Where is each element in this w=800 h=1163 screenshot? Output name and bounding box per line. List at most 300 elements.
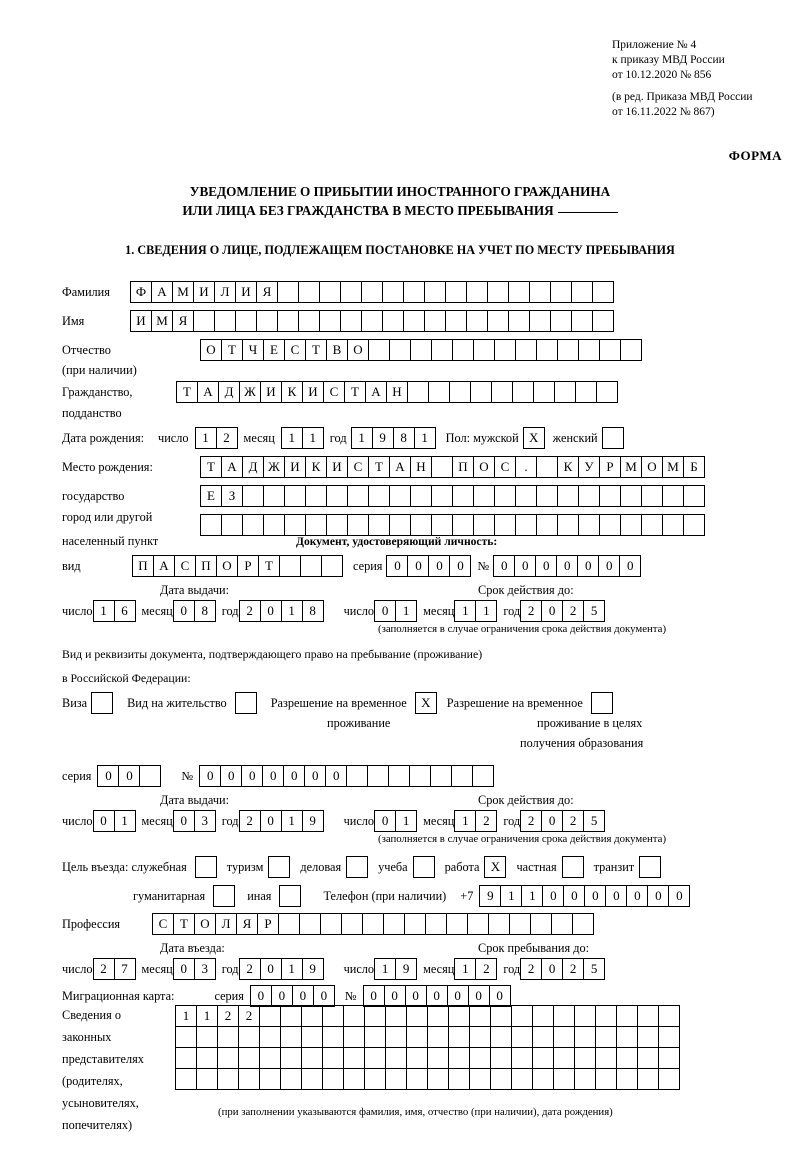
cell[interactable]: И (193, 281, 215, 303)
cell[interactable] (382, 281, 404, 303)
cell[interactable] (616, 1005, 638, 1027)
identity-series-input[interactable] (386, 555, 471, 577)
cell[interactable] (242, 514, 264, 536)
permit-number-input[interactable] (199, 765, 494, 787)
cell[interactable] (578, 339, 600, 361)
cell[interactable]: 9 (395, 958, 417, 980)
purpose-checkbox-7[interactable] (213, 885, 235, 907)
cell[interactable] (256, 310, 278, 332)
cell[interactable]: Ж (263, 456, 285, 478)
cell[interactable]: Т (176, 381, 198, 403)
reps-input-row-1[interactable] (175, 1005, 680, 1027)
cell[interactable] (428, 381, 450, 403)
cell[interactable] (553, 1068, 575, 1090)
cell[interactable]: 2 (238, 1005, 260, 1027)
cell[interactable]: Д (242, 456, 264, 478)
cell[interactable] (322, 1026, 344, 1048)
cell[interactable] (217, 1026, 239, 1048)
cell[interactable]: Т (368, 456, 390, 478)
cell[interactable] (511, 1047, 533, 1069)
cell[interactable] (452, 514, 474, 536)
purpose-checkbox-1[interactable] (268, 856, 290, 878)
cell[interactable] (595, 1047, 617, 1069)
cell[interactable] (529, 310, 551, 332)
cell[interactable] (637, 1047, 659, 1069)
cell[interactable]: 5 (583, 810, 605, 832)
cell[interactable] (305, 514, 327, 536)
purpose-checkbox-sluzhebnaya[interactable] (195, 856, 217, 878)
cell[interactable]: Е (200, 485, 222, 507)
cell[interactable]: О (216, 555, 238, 577)
cell[interactable] (508, 281, 530, 303)
cell[interactable] (389, 339, 411, 361)
cell[interactable]: 0 (374, 810, 396, 832)
cell[interactable] (550, 310, 572, 332)
cell[interactable] (595, 1005, 617, 1027)
cell[interactable]: И (235, 281, 257, 303)
cell[interactable] (139, 765, 161, 787)
cell[interactable] (364, 1068, 386, 1090)
cell[interactable] (494, 514, 516, 536)
cell[interactable] (662, 485, 684, 507)
cell[interactable]: С (494, 456, 516, 478)
cell[interactable] (473, 339, 495, 361)
cell[interactable]: Р (599, 456, 621, 478)
cell[interactable] (445, 281, 467, 303)
cell[interactable]: 0 (220, 765, 242, 787)
permit-series-input[interactable] (97, 765, 161, 787)
purpose-checkbox-3[interactable] (413, 856, 435, 878)
cell[interactable]: 1 (454, 810, 476, 832)
cell[interactable]: Л (214, 281, 236, 303)
cell[interactable] (410, 485, 432, 507)
cell[interactable] (592, 281, 614, 303)
cell[interactable]: 2 (217, 1005, 239, 1027)
cell[interactable]: 0 (577, 555, 599, 577)
cell[interactable]: 1 (175, 1005, 197, 1027)
cell[interactable] (280, 1026, 302, 1048)
cell[interactable] (451, 765, 473, 787)
cell[interactable] (343, 1047, 365, 1069)
cell[interactable] (641, 485, 663, 507)
cell[interactable]: 1 (414, 427, 436, 449)
cell[interactable]: 0 (563, 885, 585, 907)
cell[interactable] (326, 514, 348, 536)
cell[interactable] (616, 1068, 638, 1090)
cell[interactable]: 1 (395, 600, 417, 622)
cell[interactable] (409, 765, 431, 787)
cell[interactable] (473, 485, 495, 507)
cell[interactable] (382, 310, 404, 332)
birthplace-input-row-2[interactable] (200, 485, 705, 507)
cell[interactable]: С (284, 339, 306, 361)
cell[interactable]: 1 (521, 885, 543, 907)
cell[interactable] (385, 1005, 407, 1027)
cell[interactable]: . (515, 456, 537, 478)
cell[interactable]: Я (236, 913, 258, 935)
cell[interactable] (200, 514, 222, 536)
cell[interactable]: 1 (351, 427, 373, 449)
cell[interactable] (554, 381, 576, 403)
cell[interactable] (536, 514, 558, 536)
cell[interactable]: 0 (292, 985, 314, 1007)
cell[interactable]: 0 (407, 555, 429, 577)
cell[interactable] (196, 1047, 218, 1069)
cell[interactable] (389, 485, 411, 507)
cell[interactable]: 0 (405, 985, 427, 1007)
cell[interactable]: 1 (93, 600, 115, 622)
cell[interactable] (406, 1047, 428, 1069)
cell[interactable]: Т (173, 913, 195, 935)
cell[interactable]: С (347, 456, 369, 478)
cell[interactable]: 0 (449, 555, 471, 577)
cell[interactable]: П (132, 555, 154, 577)
cell[interactable]: К (305, 456, 327, 478)
cell[interactable]: 0 (260, 958, 282, 980)
cell[interactable] (551, 913, 573, 935)
cell[interactable] (175, 1068, 197, 1090)
cell[interactable]: 1 (281, 958, 303, 980)
cell[interactable]: 1 (500, 885, 522, 907)
cell[interactable]: И (130, 310, 152, 332)
cell[interactable] (175, 1047, 197, 1069)
cell[interactable] (574, 1005, 596, 1027)
cell[interactable]: 0 (447, 985, 469, 1007)
cell[interactable]: К (557, 456, 579, 478)
cell[interactable]: Л (215, 913, 237, 935)
cell[interactable] (196, 1026, 218, 1048)
cell[interactable] (259, 1047, 281, 1069)
cell[interactable] (658, 1047, 680, 1069)
migration-series-input[interactable] (250, 985, 335, 1007)
cell[interactable] (620, 514, 642, 536)
cell[interactable] (532, 1068, 554, 1090)
cell[interactable]: С (152, 913, 174, 935)
cell[interactable] (238, 1068, 260, 1090)
identity-issue-month-input[interactable] (173, 600, 216, 622)
cell[interactable]: 0 (325, 765, 347, 787)
cell[interactable] (403, 281, 425, 303)
cell[interactable]: А (365, 381, 387, 403)
cell[interactable] (488, 913, 510, 935)
cell[interactable]: 2 (562, 810, 584, 832)
cell[interactable] (490, 1005, 512, 1027)
cell[interactable]: 2 (239, 958, 261, 980)
cell[interactable] (472, 765, 494, 787)
cell[interactable] (322, 1068, 344, 1090)
cell[interactable] (578, 514, 600, 536)
cell[interactable] (301, 1047, 323, 1069)
cell[interactable] (469, 1005, 491, 1027)
cell[interactable] (536, 339, 558, 361)
cell[interactable] (326, 485, 348, 507)
cell[interactable] (536, 456, 558, 478)
permit-valid-month-input[interactable] (454, 810, 497, 832)
cell[interactable]: 2 (562, 600, 584, 622)
cell[interactable] (620, 339, 642, 361)
reps-input-row-3[interactable] (175, 1047, 680, 1069)
cell[interactable]: А (197, 381, 219, 403)
cell[interactable] (175, 1026, 197, 1048)
cell[interactable] (368, 485, 390, 507)
cell[interactable] (431, 514, 453, 536)
cell[interactable] (301, 1068, 323, 1090)
cell[interactable]: 0 (363, 985, 385, 1007)
cell[interactable]: 1 (302, 427, 324, 449)
cell[interactable] (431, 456, 453, 478)
cell[interactable] (298, 281, 320, 303)
cell[interactable] (367, 765, 389, 787)
cell[interactable]: 1 (475, 600, 497, 622)
residence-permit-checkbox[interactable] (235, 692, 257, 714)
identity-number-input[interactable] (493, 555, 641, 577)
identity-valid-year-input[interactable] (520, 600, 605, 622)
cell[interactable] (658, 1005, 680, 1027)
cell[interactable]: Е (263, 339, 285, 361)
cell[interactable]: Ж (239, 381, 261, 403)
cell[interactable] (530, 913, 552, 935)
cell[interactable] (578, 485, 600, 507)
entry-year-input[interactable] (239, 958, 324, 980)
cell[interactable] (385, 1026, 407, 1048)
cell[interactable] (214, 310, 236, 332)
cell[interactable]: 8 (393, 427, 415, 449)
cell[interactable] (473, 514, 495, 536)
identity-issue-year-input[interactable] (239, 600, 324, 622)
cell[interactable] (448, 1026, 470, 1048)
purpose-checkbox-6[interactable] (639, 856, 661, 878)
cell[interactable] (406, 1068, 428, 1090)
cell[interactable]: С (174, 555, 196, 577)
cell[interactable] (448, 1005, 470, 1027)
cell[interactable]: 5 (583, 958, 605, 980)
cell[interactable] (469, 1047, 491, 1069)
cell[interactable] (284, 485, 306, 507)
cell[interactable]: О (347, 339, 369, 361)
cell[interactable] (446, 913, 468, 935)
cell[interactable] (364, 1005, 386, 1027)
cell[interactable] (259, 1026, 281, 1048)
cell[interactable]: 0 (626, 885, 648, 907)
cell[interactable] (595, 1068, 617, 1090)
cell[interactable] (599, 485, 621, 507)
cell[interactable] (238, 1047, 260, 1069)
cell[interactable] (515, 514, 537, 536)
cell[interactable] (599, 339, 621, 361)
cell[interactable] (406, 1005, 428, 1027)
cell[interactable] (298, 310, 320, 332)
cell[interactable]: 0 (271, 985, 293, 1007)
cell[interactable] (532, 1047, 554, 1069)
cell[interactable] (574, 1068, 596, 1090)
cell[interactable]: Д (218, 381, 240, 403)
cell[interactable]: 0 (250, 985, 272, 1007)
cell[interactable] (403, 310, 425, 332)
cell[interactable]: М (151, 310, 173, 332)
cell[interactable]: 0 (97, 765, 119, 787)
cell[interactable]: Р (237, 555, 259, 577)
cell[interactable]: Я (172, 310, 194, 332)
cell[interactable]: 0 (173, 810, 195, 832)
cell[interactable] (572, 913, 594, 935)
cell[interactable]: 1 (374, 958, 396, 980)
cell[interactable] (494, 339, 516, 361)
cell[interactable]: М (662, 456, 684, 478)
purpose-checkbox-8[interactable] (279, 885, 301, 907)
cell[interactable]: 2 (520, 600, 542, 622)
cell[interactable]: 9 (302, 810, 324, 832)
cell[interactable] (557, 514, 579, 536)
cell[interactable]: 0 (260, 810, 282, 832)
cell[interactable]: О (473, 456, 495, 478)
cell[interactable]: Б (683, 456, 705, 478)
surname-input[interactable] (130, 281, 614, 303)
cell[interactable]: 5 (583, 600, 605, 622)
birth-day-input[interactable] (195, 427, 238, 449)
cell[interactable]: 0 (605, 885, 627, 907)
cell[interactable] (470, 381, 492, 403)
cell[interactable]: Т (200, 456, 222, 478)
cell[interactable]: Я (256, 281, 278, 303)
cell[interactable] (362, 913, 384, 935)
cell[interactable] (509, 913, 531, 935)
cell[interactable] (466, 281, 488, 303)
cell[interactable] (533, 381, 555, 403)
stay-year-input[interactable] (520, 958, 605, 980)
cell[interactable] (449, 381, 471, 403)
cell[interactable]: 9 (479, 885, 501, 907)
cell[interactable] (662, 514, 684, 536)
cell[interactable]: 0 (489, 985, 511, 1007)
cell[interactable] (427, 1026, 449, 1048)
cell[interactable] (280, 1005, 302, 1027)
cell[interactable]: Ф (130, 281, 152, 303)
cell[interactable]: Т (258, 555, 280, 577)
cell[interactable] (532, 1005, 554, 1027)
permit-issue-day-input[interactable] (93, 810, 136, 832)
cell[interactable]: Т (221, 339, 243, 361)
cell[interactable] (487, 281, 509, 303)
cell[interactable] (217, 1068, 239, 1090)
cell[interactable] (595, 1026, 617, 1048)
cell[interactable] (343, 1005, 365, 1027)
cell[interactable]: 6 (114, 600, 136, 622)
cell[interactable]: 1 (114, 810, 136, 832)
cell[interactable] (361, 281, 383, 303)
cell[interactable]: 1 (395, 810, 417, 832)
cell[interactable]: 0 (283, 765, 305, 787)
cell[interactable]: 0 (313, 985, 335, 1007)
cell[interactable]: В (326, 339, 348, 361)
cell[interactable] (278, 913, 300, 935)
cell[interactable]: А (221, 456, 243, 478)
cell[interactable] (571, 310, 593, 332)
visa-checkbox[interactable] (91, 692, 113, 714)
cell[interactable]: А (151, 281, 173, 303)
cell[interactable] (641, 514, 663, 536)
cell[interactable] (557, 339, 579, 361)
cell[interactable] (553, 1005, 575, 1027)
cell[interactable] (494, 485, 516, 507)
cell[interactable] (448, 1068, 470, 1090)
cell[interactable]: 2 (475, 810, 497, 832)
cell[interactable] (490, 1026, 512, 1048)
cell[interactable]: Т (344, 381, 366, 403)
cell[interactable] (284, 514, 306, 536)
cell[interactable]: 1 (454, 958, 476, 980)
cell[interactable] (322, 1005, 344, 1027)
cell[interactable] (532, 1026, 554, 1048)
cell[interactable] (616, 1026, 638, 1048)
cell[interactable] (512, 381, 534, 403)
cell[interactable]: 0 (374, 600, 396, 622)
temp-residence-checkbox[interactable]: Х (415, 692, 437, 714)
cell[interactable] (299, 913, 321, 935)
sex-male-checkbox[interactable]: Х (523, 427, 545, 449)
cell[interactable] (553, 1047, 575, 1069)
cell[interactable] (637, 1005, 659, 1027)
cell[interactable]: С (323, 381, 345, 403)
cell[interactable]: 0 (304, 765, 326, 787)
cell[interactable]: Р (257, 913, 279, 935)
cell[interactable] (404, 913, 426, 935)
cell[interactable]: П (195, 555, 217, 577)
cell[interactable] (319, 281, 341, 303)
cell[interactable] (536, 485, 558, 507)
cell[interactable]: 8 (302, 600, 324, 622)
cell[interactable] (424, 310, 446, 332)
cell[interactable] (490, 1068, 512, 1090)
cell[interactable] (469, 1026, 491, 1048)
permit-issue-year-input[interactable] (239, 810, 324, 832)
cell[interactable]: 0 (426, 985, 448, 1007)
cell[interactable]: 9 (372, 427, 394, 449)
purpose-checkbox-5[interactable] (562, 856, 584, 878)
cell[interactable]: 0 (199, 765, 221, 787)
cell[interactable] (364, 1026, 386, 1048)
cell[interactable]: 0 (647, 885, 669, 907)
cell[interactable] (406, 1026, 428, 1048)
cell[interactable] (242, 485, 264, 507)
cell[interactable] (620, 485, 642, 507)
cell[interactable] (343, 1068, 365, 1090)
cell[interactable]: 3 (194, 810, 216, 832)
cell[interactable]: И (284, 456, 306, 478)
permit-valid-day-input[interactable] (374, 810, 417, 832)
cell[interactable] (511, 1005, 533, 1027)
cell[interactable] (430, 765, 452, 787)
cell[interactable] (452, 339, 474, 361)
birthplace-input-row-3[interactable] (200, 514, 705, 536)
cell[interactable] (515, 485, 537, 507)
cell[interactable]: М (620, 456, 642, 478)
cell[interactable] (452, 485, 474, 507)
cell[interactable] (346, 765, 368, 787)
purpose-checkbox-4[interactable]: Х (484, 856, 506, 878)
cell[interactable]: Н (386, 381, 408, 403)
identity-issue-day-input[interactable] (93, 600, 136, 622)
cell[interactable] (424, 281, 446, 303)
cell[interactable] (368, 514, 390, 536)
cell[interactable]: М (172, 281, 194, 303)
cell[interactable] (368, 339, 390, 361)
cell[interactable]: 1 (196, 1005, 218, 1027)
cell[interactable]: 1 (281, 810, 303, 832)
cell[interactable] (347, 485, 369, 507)
cell[interactable]: 1 (195, 427, 217, 449)
cell[interactable] (658, 1026, 680, 1048)
identity-valid-day-input[interactable] (374, 600, 417, 622)
